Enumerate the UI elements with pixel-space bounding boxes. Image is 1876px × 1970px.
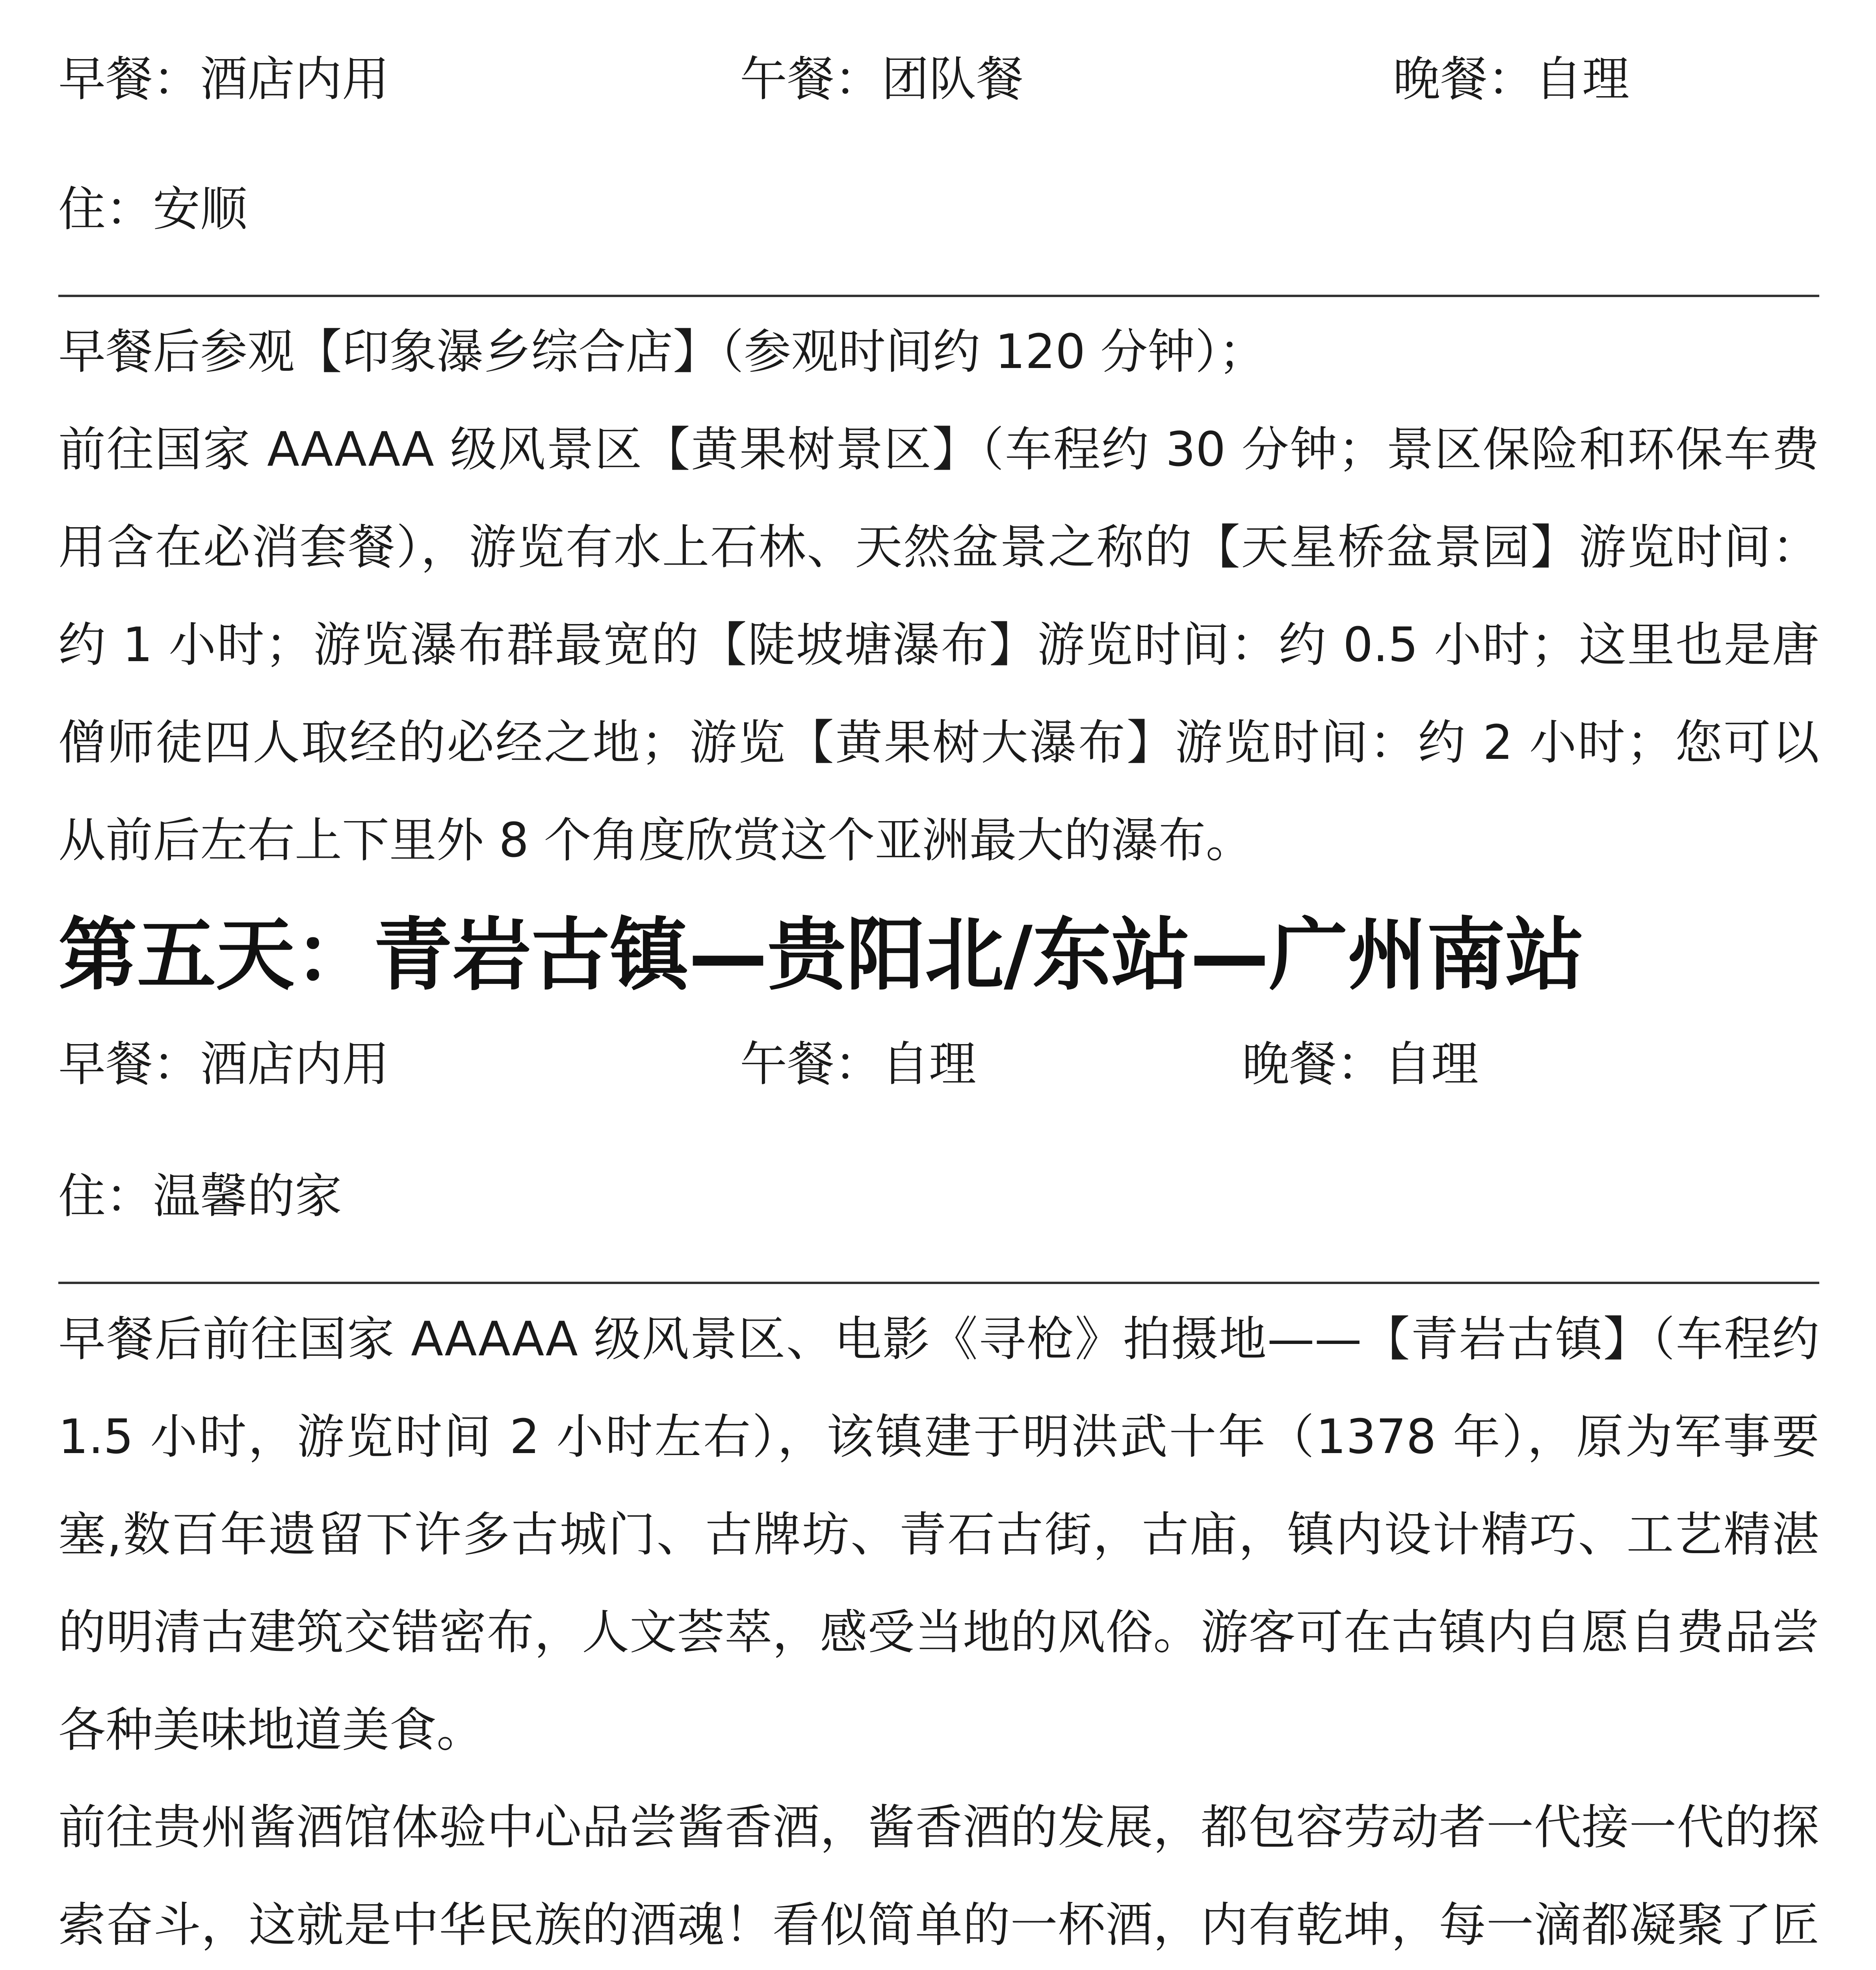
- day5-title: 第五天：青岩古镇—贵阳北/东站—广州南站: [58, 909, 1584, 1001]
- day5-lodging: 住：温馨的家: [58, 1169, 342, 1224]
- day5-dinner: 晚餐：自理: [1242, 1037, 1479, 1092]
- day4-paragraph-1: 早餐后参观【印象瀑乡综合店】（参观时间约 120 分钟）；: [58, 325, 1266, 379]
- day4-breakfast: 早餐：酒店内用: [58, 52, 389, 107]
- day4-lodging: 住：安顺: [58, 182, 247, 237]
- day5-lunch: 午餐：自理: [740, 1037, 976, 1092]
- day4-paragraph-2: 前往国家 AAAAA 级风景区【黄果树景区】（车程约 30 分钟；景区保险和环保车费用含在必消套餐），游览有水上石林、天然盆景之称的【天星桥盆景园】游览时间：约 1 小时；游览瀑布群最宽的【陡坡塘瀑布】游览时间：约 0.5 小时；这里也是唐僧师徒四人取经的必经之地；游览【黄果树大瀑布】游览时间：约 2 小时；您可以从前后左右上下里外 8 个角度欣赏这个亚洲最大的瀑布。: [58, 422, 1819, 868]
- day4-lunch: 午餐：团队餐: [740, 52, 1023, 107]
- day4-meals-row: [58, 52, 1819, 107]
- day5-divider: [58, 1282, 1819, 1284]
- day5-meals-row: [58, 1037, 1819, 1092]
- day5-paragraph-2: 前往贵州酱酒馆体验中心品尝酱香酒，酱香酒的发展，都包容劳动者一代接一代的探索奋斗，这就是中华民族的酒魂！看似简单的一杯酒，内有乾坤，每一滴都凝聚了匠: [58, 1800, 1819, 1953]
- day4-dinner: 晚餐：自理: [1393, 52, 1629, 107]
- day5-paragraph-1: 早餐后前往国家 AAAAA 级风景区、电影《寻枪》拍摄地——【青岩古镇】（车程约 1.5 小时，游览时间 2 小时左右），该镇建于明洪武十年（1378 年），原为军事要塞,数百年遗留下许多古城门、古牌坊、青石古街，古庙，镇内设计精巧、工艺精湛的明清古建筑交错密布，人文荟萃，感受当地的风俗。游客可在古镇内自愿自费品尝各种美味地道美食。: [58, 1312, 1819, 1758]
- day4-divider: [58, 295, 1819, 297]
- day5-breakfast: 早餐：酒店内用: [58, 1037, 389, 1092]
